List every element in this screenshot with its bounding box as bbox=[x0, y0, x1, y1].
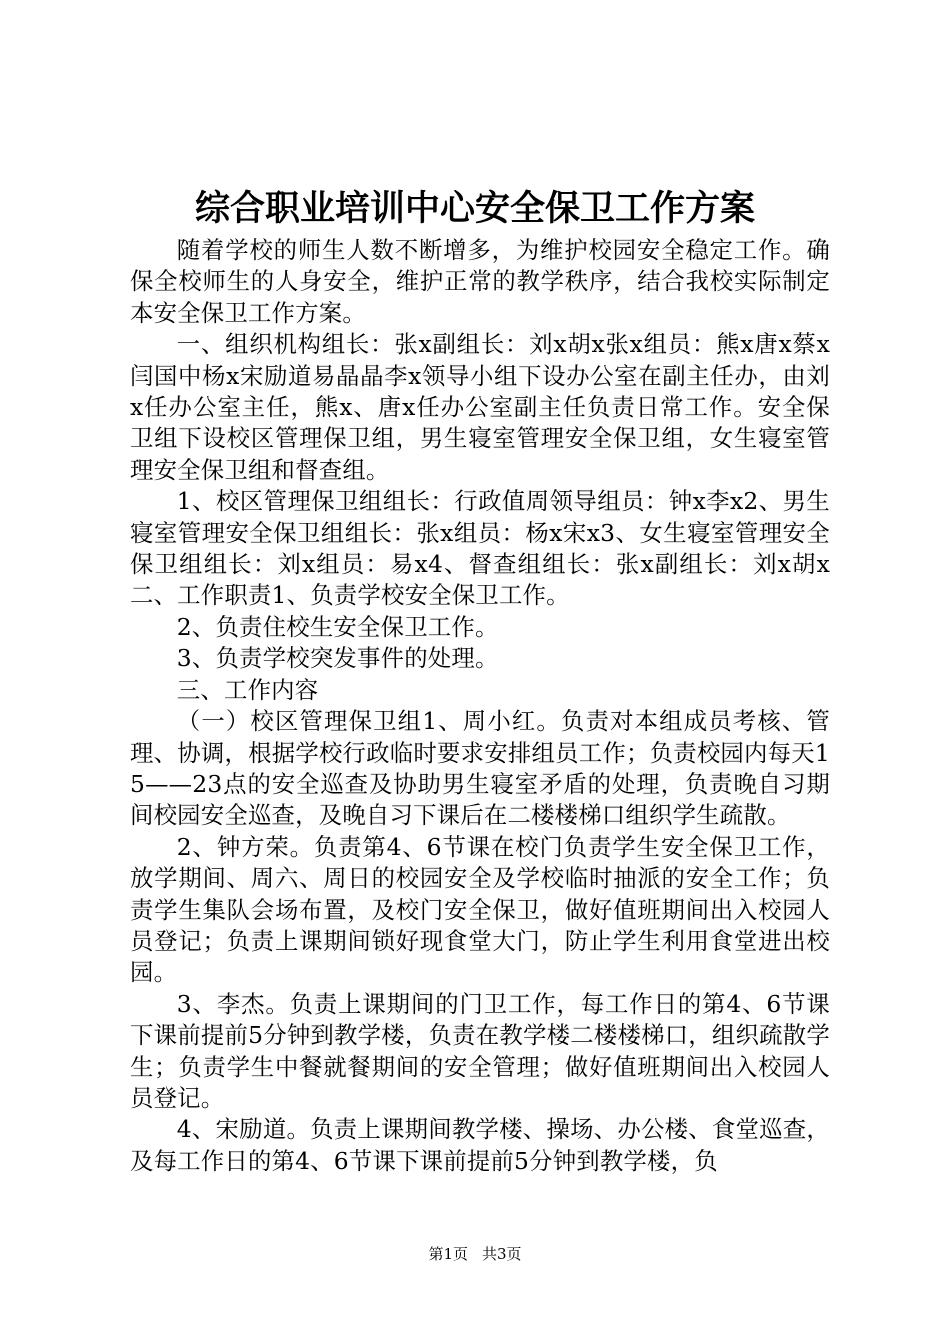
paragraph-item-2: 2、钟方荣。负责第4、6节课在校门负责学生安全保卫工作，放学期间、周六、周日的校园安全及学校临时抽派的安全工作；负责学生集队会场布置，及校门安全保卫，做好值班期间出入校园人员登记；负责上课期间锁好现食堂大门，防止学生利用食堂进出校园。 bbox=[130, 832, 830, 987]
paragraph-item-3: 3、李杰。负责上课期间的门卫工作，每工作日的第4、6节课下课前提前5分钟到教学楼，负责在教学楼二楼楼梯口，组织疏散学生；负责学生中餐就餐期间的安全管理；做好值班期间出入校园人员登记。 bbox=[130, 989, 830, 1112]
paragraph-duty-3: 3、负责学校突发事件的处理。 bbox=[176, 644, 499, 673]
document-body bbox=[130, 235, 830, 1177]
page-footer bbox=[0, 1244, 950, 1264]
page-number: 第1页 bbox=[428, 1245, 468, 1263]
paragraph-intro: 随着学校的师生人数不断增多，为维护校园安全稳定工作。确保全校师生的人身安全，维护正常的教学秩序，结合我校实际制定本安全保卫工作方案。 bbox=[130, 236, 830, 327]
paragraph-item-1: （一）校区管理保卫组1、周小红。负责对本组成员考核、管理、协调，根据学校行政临时要求安排组员工作；负责校园内每天15——23点的安全巡查及协助男生寝室矛盾的处理，负责晚自习期间校园安全巡查，及晚自习下课后在二楼楼梯口组织学生疏散。 bbox=[130, 707, 830, 830]
paragraph-duty-2: 2、负责住校生安全保卫工作。 bbox=[176, 612, 499, 641]
document-title: 综合职业培训中心安全保卫工作方案 bbox=[194, 188, 755, 229]
paragraph-organization: 一、组织机构组长：张x副组长：刘x胡x张x组员：熊x唐x蔡x闫国中杨x宋励道易晶晶李x领导小组下设办公室在副主任办，由刘x任办公室主任，熊x、唐x任办公室副主任负责日常工作。安全保卫组下设校区管理保卫组，男生寝室管理安全保卫组，女生寝室管理安全保卫组和督查组。 bbox=[130, 330, 830, 484]
paragraph-groups: 1、校区管理保卫组组长：行政值周领导组员：钟x李x2、男生寝室管理安全保卫组组长：张x组员：杨x宋x3、女生寝室管理安全保卫组组长：刘x组员：易x4、督查组组长：张x副组长：刘x胡x二、工作职责1、负责学校安全保卫工作。 bbox=[130, 487, 830, 610]
paragraph-section-3: 三、工作内容 bbox=[176, 675, 319, 704]
page-total: 共3页 bbox=[482, 1245, 522, 1263]
paragraph-item-4: 4、宋励道。负责上课期间教学楼、操场、办公楼、食堂巡查，及每工作日的第4、6节课下课前提前5分钟到教学楼，负 bbox=[130, 1115, 830, 1175]
